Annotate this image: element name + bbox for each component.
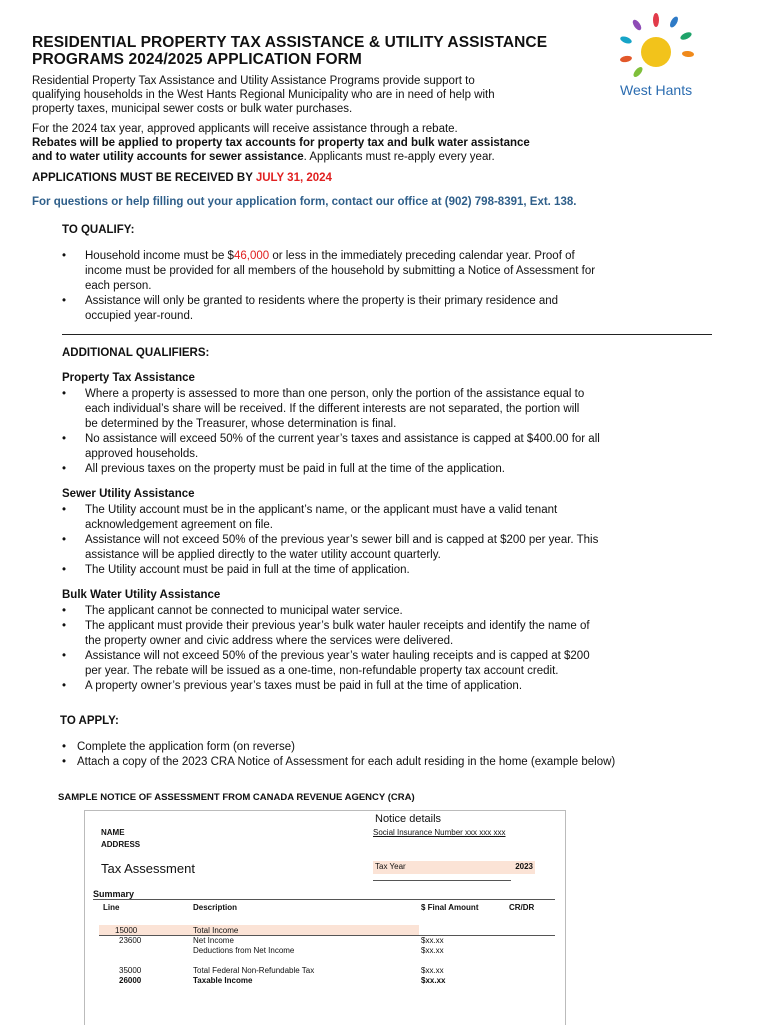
item-text: All previous taxes on the property must be paid in full at the time of the application. (85, 463, 505, 475)
item-text: the property owner and civic address where the services were delivered. (85, 635, 454, 647)
highlight-row (99, 925, 419, 935)
item-text: A property owner’s previous year’s taxes must be paid in full at the time of application. (85, 680, 523, 692)
income-amount: 46,000 (233, 250, 270, 262)
title-line-2: PROGRAMS 2024/2025 APPLICATION FORM (32, 51, 362, 68)
logo-text: West Hants (620, 82, 693, 98)
item-text: The applicant cannot be connected to municipal water service. (85, 605, 403, 617)
qualify-text: or less in the immediately preceding calendar year. Proof of (269, 250, 575, 262)
item-text: Complete the application form (on reverse) (77, 741, 295, 753)
title-line-1: RESIDENTIAL PROPERTY TAX ASSISTANCE & UTILITY ASSISTANCE (32, 34, 548, 51)
col-crdr: CR/DR (509, 903, 535, 912)
name-label: NAME (101, 828, 125, 837)
divider (373, 880, 511, 881)
col-description: Description (193, 903, 238, 912)
qualify-text: Assistance will only be granted to residents where the property is their primary residence and (85, 295, 559, 307)
bulk-list (62, 604, 722, 694)
qualify-text: occupied year-round. (85, 310, 194, 322)
divider (62, 334, 712, 335)
sewer-list (62, 503, 722, 578)
item-text: No assistance will exceed 50% of the current year’s taxes and assistance is capped at $400.00 for all (85, 433, 600, 445)
item-text: each individual’s share will be received. If the different interests are not separated, the portion will (85, 403, 580, 415)
qualify-heading: TO QUALIFY: (62, 224, 135, 236)
line-description: Net Income (193, 936, 234, 945)
tax-year-row (373, 861, 535, 874)
item-text: The Utility account must be in the applicant’s name, or the applicant must have a valid tenant (85, 504, 558, 516)
line-description: Taxable Income (193, 976, 253, 985)
deadline (32, 171, 332, 185)
summary-heading: Summary (93, 889, 135, 899)
list-item (62, 649, 722, 679)
tax-year-value: 2023 (515, 862, 533, 871)
list-item (62, 294, 722, 324)
notice-details: Notice details (375, 813, 442, 825)
rebate-bold-line: and to water utility accounts for sewer assistance (32, 151, 304, 163)
line-number: 23600 (119, 936, 142, 945)
line-amount: $xx.xx (421, 966, 444, 975)
item-text: approved households. (85, 448, 199, 460)
list-item (62, 387, 722, 432)
item-text: per year. The rebate will be issued as a one-time, non-refundable property tax account credit. (85, 665, 559, 677)
property-list (62, 387, 722, 477)
rebate-line: For the 2024 tax year, approved applicants will receive assistance through a rebate. (32, 123, 458, 135)
list-item (62, 679, 722, 694)
list-item (62, 619, 722, 649)
property-heading: Property Tax Assistance (62, 372, 195, 384)
list-item (62, 563, 722, 578)
line-amount: $xx.xx (421, 936, 444, 945)
additional-heading: ADDITIONAL QUALIFIERS: (62, 347, 210, 359)
qualify-list (62, 249, 722, 324)
item-text: Assistance will not exceed 50% of the previous year’s water hauling receipts and is capped at $200 (85, 650, 590, 662)
intro-line: qualifying households in the West Hants Regional Municipality who are in need of help with (32, 89, 495, 101)
rebate-bold-line: Rebates will be applied to property tax accounts for property tax and bulk water assistance (32, 137, 530, 149)
intro-line: Residential Property Tax Assistance and Utility Assistance Programs provide support to (32, 75, 475, 87)
list-item (62, 604, 722, 619)
qualify-text: income must be provided for all members of the household by submitting a Notice of Assessment for (85, 265, 596, 277)
item-text: The Utility account must be paid in full at the time of application. (85, 564, 410, 576)
sin-label: Social Insurance Number xxx xxx xxx (373, 828, 506, 837)
col-amount: $ Final Amount (421, 903, 479, 912)
list-item (62, 533, 722, 563)
list-item (62, 249, 722, 294)
line-amount: $xx.xx (421, 976, 446, 985)
item-text: be determined by the Treasurer, whose determination is final. (85, 418, 397, 430)
list-item (62, 740, 732, 755)
bulk-heading: Bulk Water Utility Assistance (62, 589, 221, 601)
item-text: Assistance will not exceed 50% of the previous year’s sewer bill and is capped at $200 per year. This (85, 534, 599, 546)
address-label: ADDRESS (101, 840, 141, 849)
list-item (62, 755, 732, 770)
divider (99, 935, 555, 936)
line-number: 35000 (119, 966, 142, 975)
qualify-text: each person. (85, 280, 152, 292)
col-line: Line (103, 903, 120, 912)
sample-heading: SAMPLE NOTICE OF ASSESSMENT FROM CANADA REVENUE AGENCY (CRA) (58, 792, 415, 803)
page-title (32, 34, 592, 68)
item-text: assistance will be applied directly to the water utility account quarterly. (85, 549, 441, 561)
list-item (62, 503, 722, 533)
contact-line: For questions or help filling out your application form, contact our office at (902) 798-8391, Ext. 138. (32, 196, 577, 208)
divider (93, 899, 555, 900)
line-description: Deductions from Net Income (193, 946, 295, 955)
sewer-heading: Sewer Utility Assistance (62, 488, 195, 500)
deadline-label: APPLICATIONS MUST BE RECEIVED BY (32, 172, 253, 184)
line-amount: $xx.xx (421, 946, 444, 955)
line-number: 15000 (115, 926, 138, 935)
tax-assessment-heading: Tax Assessment (101, 861, 195, 876)
item-text: acknowledgement agreement on file. (85, 519, 273, 531)
qualify-text: Household income must be $ (85, 250, 234, 262)
line-description: Total Federal Non-Refundable Tax (193, 966, 315, 975)
intro-paragraph (32, 74, 495, 116)
notice-of-assessment-sample (84, 810, 566, 1025)
item-text: The applicant must provide their previous year’s bulk water hauler receipts and identify the name of (85, 620, 590, 632)
item-text: Attach a copy of the 2023 CRA Notice of Assessment for each adult residing in the home (example below) (77, 756, 616, 768)
rebate-tail: . Applicants must re-apply every year. (303, 151, 495, 163)
list-item (62, 462, 722, 477)
apply-list (62, 740, 732, 770)
apply-heading: TO APPLY: (60, 715, 119, 727)
item-text: Where a property is assessed to more than one person, only the portion of the assistance equal to (85, 388, 585, 400)
intro-line: property taxes, municipal sewer costs or bulk water purchases. (32, 103, 353, 115)
line-number: 26000 (119, 976, 142, 985)
deadline-date: JULY 31, 2024 (255, 172, 332, 184)
rebate-paragraph (32, 122, 530, 164)
line-description: Total Income (193, 926, 239, 935)
tax-year-label: Tax Year (375, 862, 406, 871)
list-item (62, 432, 722, 462)
